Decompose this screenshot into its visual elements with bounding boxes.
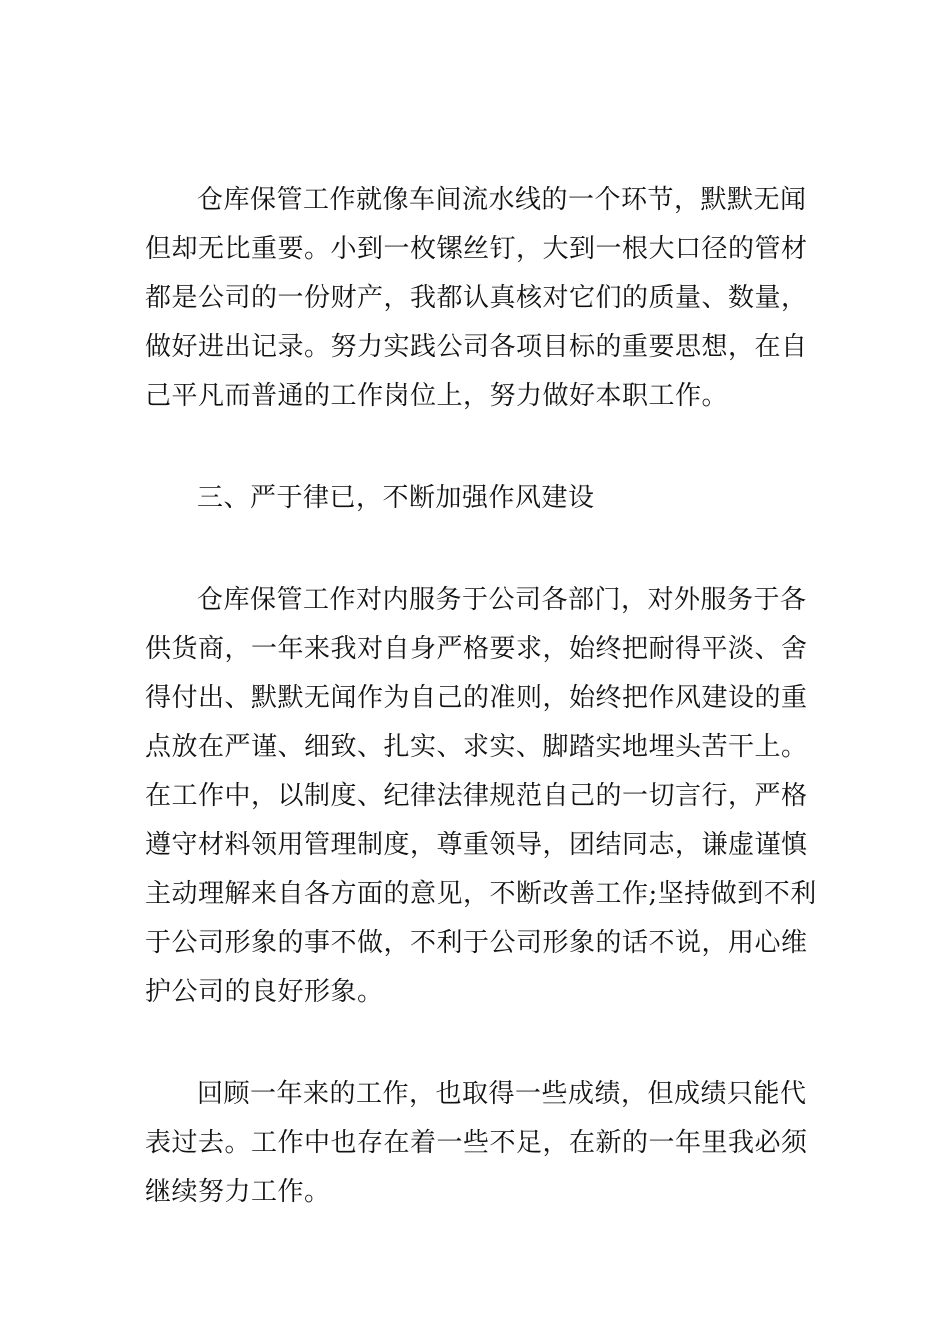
- text-line: 主动理解来自各方面的意见，不断改善工作;坚持做到不利: [145, 879, 817, 909]
- text-line: 回顾一年来的工作，也取得一些成绩，但成绩只能代: [197, 1079, 807, 1109]
- text-line: 做好进出记录。努力实践公司各项目标的重要思想，在自: [145, 332, 808, 362]
- text-line: 供货商，一年来我对自身严格要求，始终把耐得平淡、舍: [145, 634, 808, 664]
- text-line: 但却无比重要。小到一枚镙丝钉，大到一根大口径的管材: [145, 234, 808, 264]
- text-line: 表过去。工作中也存在着一些不足，在新的一年里我必须: [145, 1128, 808, 1158]
- text-line: 护公司的良好形象。: [145, 977, 384, 1007]
- text-line: 继续努力工作。: [145, 1177, 331, 1207]
- text-line: 都是公司的一份财产，我都认真核对它们的质量、数量，: [145, 283, 808, 313]
- text-line: 在工作中，以制度、纪律法律规范自己的一切言行，严格: [145, 781, 808, 811]
- paragraph-warehouse-role: [145, 176, 815, 421]
- text-line: 仓库保管工作就像车间流水线的一个环节，默默无闻: [197, 185, 807, 215]
- heading-line: 三、严于律已，不断加强作风建设: [197, 483, 595, 513]
- text-line: 得付出、默默无闻作为自己的准则，始终把作风建设的重: [145, 683, 808, 713]
- text-line: 遵守材料领用管理制度，尊重领导，团结同志，谦虚谨慎: [145, 830, 808, 860]
- paragraph-work-style: [145, 576, 815, 1017]
- text-line: 于公司形象的事不做，不利于公司形象的话不说，用心维: [145, 928, 808, 958]
- section-heading: [145, 474, 815, 523]
- text-line: 仓库保管工作对内服务于公司各部门，对外服务于各: [197, 585, 807, 615]
- text-line: 己平凡而普通的工作岗位上，努力做好本职工作。: [145, 381, 729, 411]
- text-line: 点放在严谨、细致、扎实、求实、脚踏实地埋头苦干上。: [145, 732, 808, 762]
- paragraph-review: [145, 1070, 815, 1217]
